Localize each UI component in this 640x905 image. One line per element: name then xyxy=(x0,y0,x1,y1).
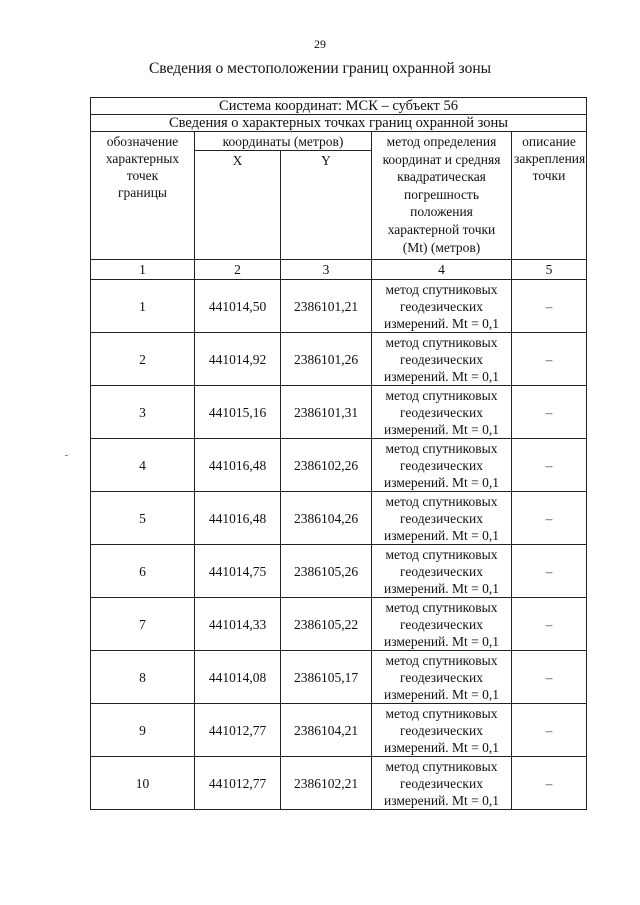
method-line: измерений. Mt = 0,1 xyxy=(383,686,500,702)
header-description xyxy=(512,132,587,260)
method-line: метод спутниковых xyxy=(385,334,498,350)
method-cell xyxy=(372,757,512,810)
page-number: 29 xyxy=(314,37,326,51)
header-line: описание xyxy=(522,134,576,149)
y-cell: 2386105,22 xyxy=(281,598,372,651)
header-x: X xyxy=(195,151,281,260)
method-cell xyxy=(372,545,512,598)
header-line: точек xyxy=(126,168,159,183)
x-cell: 441014,92 xyxy=(195,333,281,386)
description-cell: – xyxy=(512,545,587,598)
coordinate-system-row: Система координат: МСК – субъект 56 xyxy=(91,98,587,115)
scan-speck xyxy=(65,455,68,456)
y-cell: 2386104,21 xyxy=(281,704,372,757)
method-cell xyxy=(372,598,512,651)
header-line: обозначение xyxy=(106,134,179,149)
column-number: 3 xyxy=(281,260,372,280)
method-line: геодезических xyxy=(400,563,483,579)
method-line: метод спутниковых xyxy=(385,281,498,297)
header-coordinates: координаты (метров) xyxy=(195,132,372,151)
header-line: точки xyxy=(532,168,566,183)
table-row xyxy=(91,492,587,545)
y-cell: 2386105,26 xyxy=(281,545,372,598)
description-cell: – xyxy=(512,492,587,545)
point-cell: 10 xyxy=(91,757,195,810)
point-cell: 9 xyxy=(91,704,195,757)
boundary-points-table xyxy=(90,97,587,810)
column-number: 2 xyxy=(195,260,281,280)
table-row xyxy=(91,704,587,757)
header-line: координат и средняя xyxy=(382,151,501,167)
method-cell xyxy=(372,704,512,757)
y-cell: 2386104,26 xyxy=(281,492,372,545)
description-cell: – xyxy=(512,651,587,704)
method-cell xyxy=(372,386,512,439)
point-cell: 2 xyxy=(91,333,195,386)
header-line: закрепления xyxy=(514,151,586,166)
method-line: измерений. Mt = 0,1 xyxy=(383,633,500,649)
table-row xyxy=(91,598,587,651)
method-line: геодезических xyxy=(400,669,483,685)
method-cell xyxy=(372,280,512,333)
method-line: измерений. Mt = 0,1 xyxy=(383,792,500,808)
y-cell: 2386102,26 xyxy=(281,439,372,492)
table-row xyxy=(91,545,587,598)
method-line: измерений. Mt = 0,1 xyxy=(383,421,500,437)
table-row xyxy=(91,333,587,386)
header-y: Y xyxy=(281,151,372,260)
method-cell xyxy=(372,492,512,545)
description-cell: – xyxy=(512,333,587,386)
table-row xyxy=(91,386,587,439)
method-line: геодезических xyxy=(400,457,483,473)
method-line: геодезических xyxy=(400,722,483,738)
x-cell: 441015,16 xyxy=(195,386,281,439)
description-cell: – xyxy=(512,280,587,333)
point-cell: 7 xyxy=(91,598,195,651)
x-cell: 441014,33 xyxy=(195,598,281,651)
y-cell: 2386101,26 xyxy=(281,333,372,386)
method-line: геодезических xyxy=(400,775,483,791)
page-title: Сведения о местоположении границ охранной зоны xyxy=(148,60,492,77)
method-line: метод спутниковых xyxy=(385,546,498,562)
method-line: измерений. Mt = 0,1 xyxy=(383,580,500,596)
method-cell xyxy=(372,439,512,492)
x-cell: 441014,08 xyxy=(195,651,281,704)
method-line: измерений. Mt = 0,1 xyxy=(383,739,500,755)
header-line: положения xyxy=(410,204,473,220)
points-subheader-row: Сведения о характерных точках границ охранной зоны xyxy=(91,115,587,132)
x-cell: 441016,48 xyxy=(195,439,281,492)
method-line: метод спутниковых xyxy=(385,493,498,509)
method-line: метод спутниковых xyxy=(385,440,498,456)
method-line: геодезических xyxy=(400,298,483,314)
column-number-row xyxy=(91,260,587,280)
point-cell: 8 xyxy=(91,651,195,704)
table-row xyxy=(91,439,587,492)
description-cell: – xyxy=(512,598,587,651)
table-row xyxy=(91,280,587,333)
table-row xyxy=(91,757,587,810)
point-cell: 5 xyxy=(91,492,195,545)
header-line: характерных xyxy=(105,151,180,166)
method-line: метод спутниковых xyxy=(385,387,498,403)
method-line: измерений. Mt = 0,1 xyxy=(383,315,500,331)
header-line: (Mt) (метров) xyxy=(402,239,481,255)
description-cell: – xyxy=(512,704,587,757)
method-cell xyxy=(372,651,512,704)
header-line: метод определения xyxy=(386,134,497,149)
method-line: метод спутниковых xyxy=(385,758,498,774)
description-cell: – xyxy=(512,439,587,492)
y-cell: 2386101,31 xyxy=(281,386,372,439)
method-line: геодезических xyxy=(400,404,483,420)
header-row-top xyxy=(91,132,587,151)
x-cell: 441016,48 xyxy=(195,492,281,545)
x-cell: 441014,75 xyxy=(195,545,281,598)
method-cell xyxy=(372,333,512,386)
column-number: 1 xyxy=(91,260,195,280)
column-number: 5 xyxy=(512,260,587,280)
y-cell: 2386102,21 xyxy=(281,757,372,810)
method-line: геодезических xyxy=(400,351,483,367)
header-point-label xyxy=(91,132,195,260)
point-cell: 4 xyxy=(91,439,195,492)
header-line: квадратическая xyxy=(397,169,486,185)
method-line: измерений. Mt = 0,1 xyxy=(383,527,500,543)
method-line: измерений. Mt = 0,1 xyxy=(383,368,500,384)
x-cell: 441012,77 xyxy=(195,704,281,757)
description-cell: – xyxy=(512,757,587,810)
x-cell: 441012,77 xyxy=(195,757,281,810)
method-line: геодезических xyxy=(400,616,483,632)
header-method xyxy=(372,132,512,260)
header-line: границы xyxy=(117,185,168,200)
method-line: метод спутниковых xyxy=(385,705,498,721)
point-cell: 3 xyxy=(91,386,195,439)
y-cell: 2386101,21 xyxy=(281,280,372,333)
table-row xyxy=(91,651,587,704)
method-line: метод спутниковых xyxy=(385,652,498,668)
column-number: 4 xyxy=(372,260,512,280)
method-line: метод спутниковых xyxy=(385,599,498,615)
header-line: погрешность xyxy=(403,186,479,202)
point-cell: 6 xyxy=(91,545,195,598)
method-line: измерений. Mt = 0,1 xyxy=(383,474,500,490)
method-line: геодезических xyxy=(400,510,483,526)
x-cell: 441014,50 xyxy=(195,280,281,333)
point-cell: 1 xyxy=(91,280,195,333)
header-line: характерной точки xyxy=(387,221,496,237)
y-cell: 2386105,17 xyxy=(281,651,372,704)
description-cell: – xyxy=(512,386,587,439)
